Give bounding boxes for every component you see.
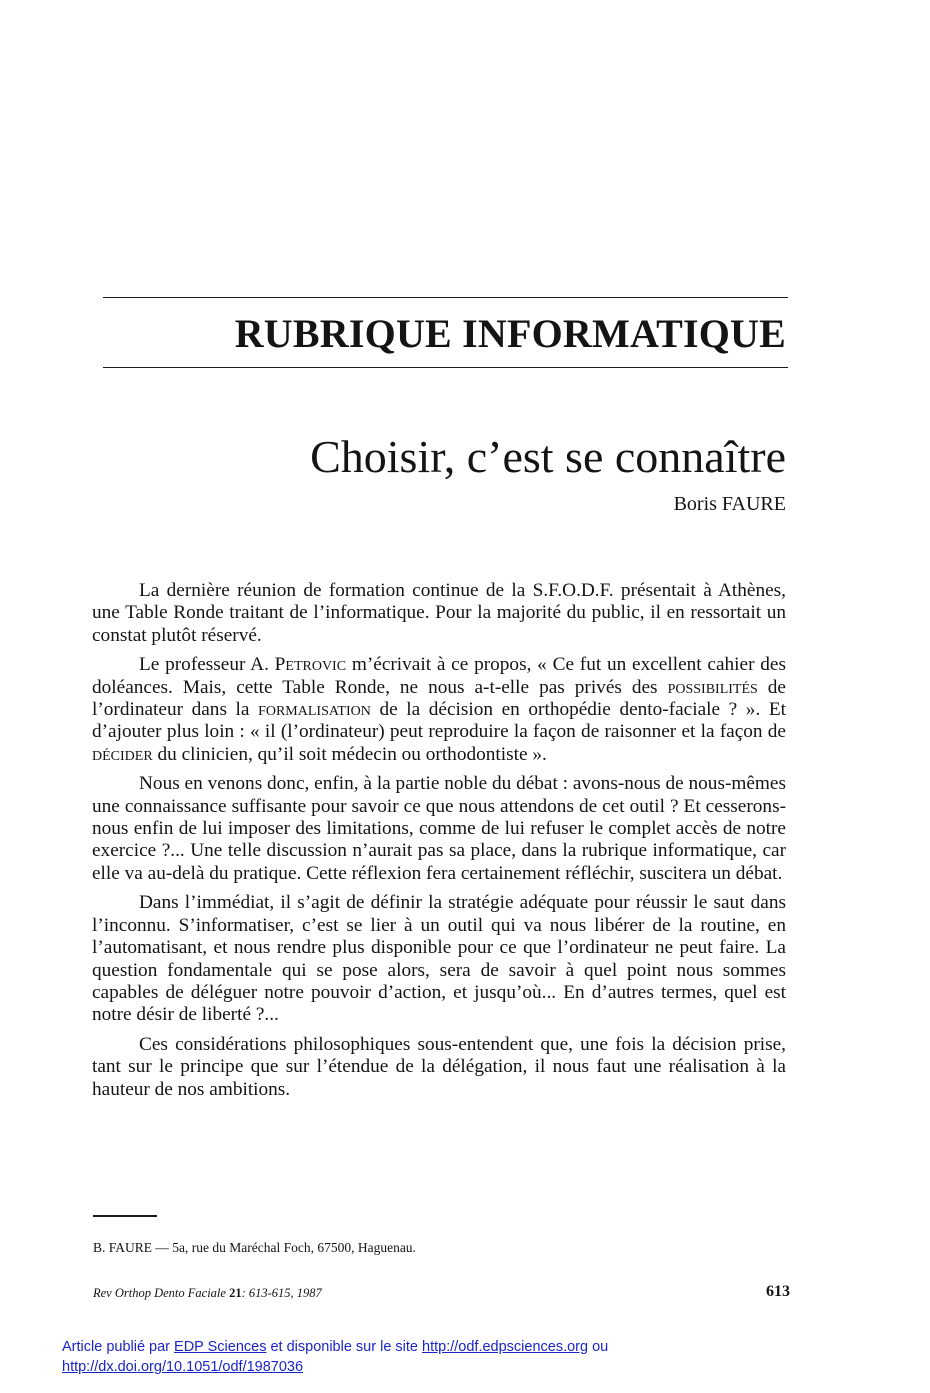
publisher-suffix: ou [588,1339,609,1355]
paragraph-2-text-c: de l’ordinateur dans la [92,676,786,721]
journal-citation [93,1286,322,1301]
paragraph-5: Ces considérations philosophiques sous-entendent que, une fois la décision prise, tant sur le principe que sur l’étendue de la délégation, il nous faut une réalisation à la hauteur de nos ambitions. [92,1033,786,1100]
smallcaps-possibilites: possibilités [667,676,758,698]
footnote-author-address: B. FAURE — 5a, rue du Maréchal Foch, 67500, Haguenau. [93,1240,416,1255]
journal-name: Rev Orthop Dento Faciale [93,1286,226,1300]
article-author [674,493,786,516]
footnote-rule [93,1215,157,1217]
odf-site-link[interactable]: http://odf.edpsciences.org [422,1339,589,1355]
journal-pages: : 613-615, 1987 [241,1286,322,1300]
person-name-petrovic: Petrovic [274,654,347,676]
page-number: 613 [766,1283,790,1300]
paragraph-2-text-d: de la décision en orthopédie dento-faciale ? ». Et d’ajouter plus loin : « il (l’ordinateur) peut reproduire la façon de raisonner et la façon de [92,699,787,743]
article-title: Choisir, c’est se connaître [310,431,786,482]
paragraph-2-text-e: du clinicien, qu’il soit médecin ou orthodontiste ». [152,743,547,765]
publisher-middle: et disponible sur le site [266,1339,423,1355]
paragraph-2-text-a: Le professeur A. [139,654,275,676]
paragraph-2-text-b: m’écrivait à ce propos, « Ce fut un excellent cahier des doléances. Mais, cette Table Ronde, ne nous a-t-elle pas privés des [92,654,786,698]
journal-volume: 21 [229,1286,242,1300]
rubric-heading: RUBRIQUE INFORMATIQUE [234,311,786,356]
author-first-name: Boris [673,493,717,515]
publisher-prefix: Article publié par [62,1339,175,1355]
header-rule-top [103,297,788,298]
edp-sciences-link[interactable]: EDP Sciences [174,1339,267,1355]
publisher-notice [62,1337,762,1377]
paragraph-3: Nous en venons donc, enfin, à la partie noble du débat : avons-nous de nous-mêmes une connaissance suffisante pour savoir ce que nous attendons de cet outil ? Et cesserons-nous enfin de lui imposer des limitations, comme de lui refuser le complet accès de notre exercice ?... Une telle discussion n’aurait pas sa place, dans la rubrique informatique, car elle va au-delà du pratique. Cette réflexion fera certainement réfléchir, suscitera un débat. [92,773,786,884]
paragraph-1: La dernière réunion de formation continue de la S.F.O.D.F. présentait à Athènes, une Table Ronde traitant de l’informatique. Pour la majorité du public, il en ressortait un constat plutôt réservé. [92,580,786,646]
article-body [92,580,786,1108]
smallcaps-decider: décider [92,743,153,765]
paragraph-4: Dans l’immédiat, il s’agit de définir la stratégie adéquate pour réussir le saut dans l’inconnu. S’informatiser, c’est se lier à un outil qui va nous libérer de la routine, en l’automatisant, et nous rendre plus disponible pour ce que l’ordinateur ne peut faire. La question fondamentale qui se pose alors, sera de savoir à quel point nous sommes capables de déléguer notre pouvoir d’action, et jusqu’où... En d’autres termes, quel est notre désir de liberté ?... [92,892,786,1026]
paragraph-2 [92,654,786,766]
doi-link[interactable]: http://dx.doi.org/10.1051/odf/1987036 [62,1359,304,1375]
smallcaps-formalisation: formalisation [258,699,371,721]
header-rule-bottom [103,367,788,368]
author-last-name: FAURE [721,493,786,515]
